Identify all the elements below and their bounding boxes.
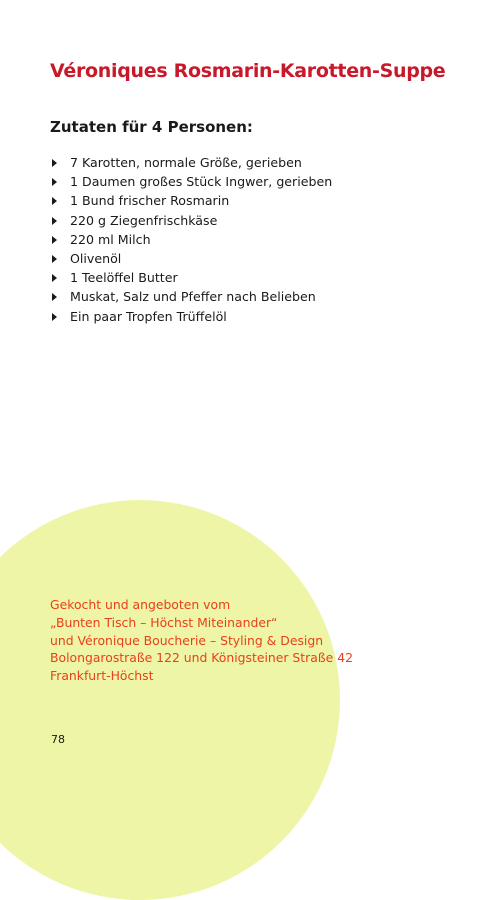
- credits-line: Frankfurt-Höchst: [50, 668, 154, 684]
- ingredient-item: [50, 172, 332, 191]
- page-number: 78: [51, 733, 65, 746]
- ingredients-heading: Zutaten für 4 Personen:: [50, 118, 253, 136]
- ingredient-item: [50, 307, 332, 326]
- ingredient-item: [50, 211, 332, 230]
- ingredients-list: [50, 153, 332, 326]
- ingredient-item: [50, 287, 332, 306]
- credits-line: Bolongarostraße 122 und Königsteiner Straße 42: [50, 650, 353, 666]
- triangle-bullet-icon: [52, 274, 57, 282]
- ingredient-item: [50, 191, 332, 210]
- decorative-circle: [0, 500, 340, 900]
- credits-block: [50, 596, 353, 685]
- credits-line: und Véronique Boucherie – Styling & Design: [50, 632, 324, 648]
- ingredient-text: Muskat, Salz und Pfeffer nach Belieben: [70, 289, 316, 305]
- triangle-bullet-icon: [52, 217, 57, 225]
- credits-line: „Bunten Tisch – Höchst Miteinander“: [50, 614, 278, 630]
- ingredient-text: 220 ml Milch: [70, 231, 151, 247]
- triangle-bullet-icon: [52, 197, 57, 205]
- ingredient-text: Olivenöl: [70, 251, 122, 267]
- triangle-bullet-icon: [52, 313, 57, 321]
- ingredient-text: 1 Bund frischer Rosmarin: [70, 193, 230, 209]
- ingredient-text: 1 Daumen großes Stück Ingwer, gerieben: [70, 174, 333, 190]
- triangle-bullet-icon: [52, 159, 57, 167]
- triangle-bullet-icon: [52, 236, 57, 244]
- triangle-bullet-icon: [52, 255, 57, 263]
- ingredient-item: [50, 249, 332, 268]
- ingredient-text: Ein paar Tropfen Trüffelöl: [70, 308, 227, 324]
- credits-line: Gekocht und angeboten vom: [50, 597, 231, 612]
- ingredient-text: 1 Teelöffel Butter: [70, 270, 178, 286]
- ingredient-item: [50, 230, 332, 249]
- recipe-title: Véroniques Rosmarin-Karotten-Suppe: [50, 60, 446, 82]
- ingredient-text: 7 Karotten, normale Größe, gerieben: [70, 155, 302, 170]
- ingredient-item: [50, 153, 332, 172]
- triangle-bullet-icon: [52, 293, 57, 301]
- ingredient-text: 220 g Ziegenfrischkäse: [70, 212, 218, 228]
- ingredient-item: [50, 268, 332, 287]
- triangle-bullet-icon: [52, 178, 57, 186]
